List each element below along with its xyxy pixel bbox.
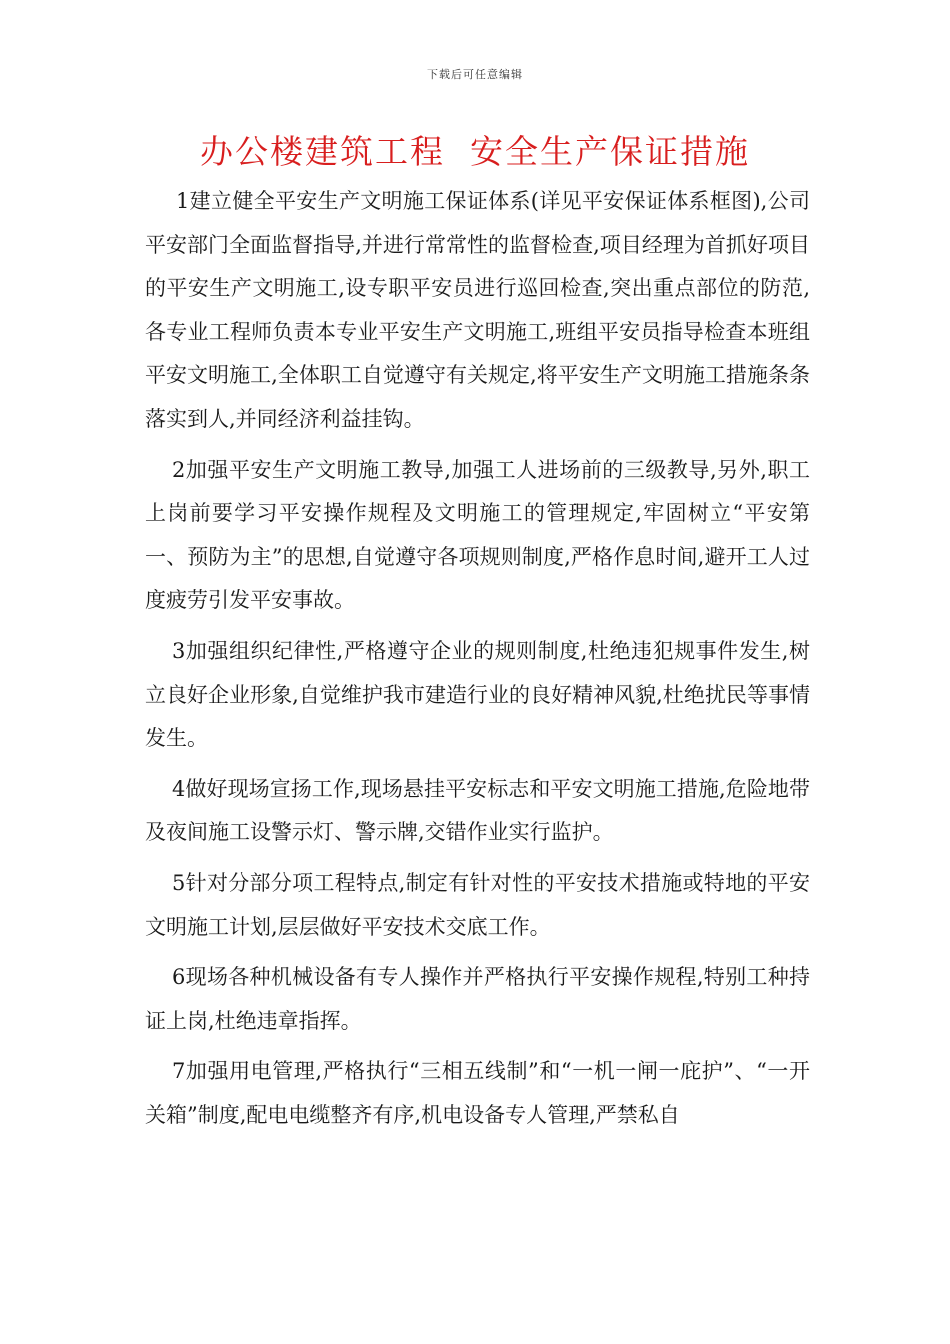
paragraph-3: 3加强组织纪律性,严格遵守企业的规则制度,杜绝违犯规事件发生,树立良好企业形象,自觉维护我市建造行业的良好精神风貌,杜绝扰民等事情发生。 [145,638,810,751]
header-note: 下载后可任意编辑 [427,68,523,81]
paragraph-1: 1建立健全平安生产文明施工保证体系(详见平安保证体系框图),公司平安部门全面监督指导,并进行常常性的监督检查,项目经理为首抓好项目的平安生产文明施工,设专职平安员进行巡回检查,突出重点部位的防范,各专业工程师负责本专业平安生产文明施工,班组平安员指导检查本班组平安文明施工,全体职工自觉遵守有关规定,将平安生产文明施工措施条条落实到人,并同经济利益挂钩。 [145,189,810,431]
paragraph-6: 6现场各种机械设备有专人操作并严格执行平安操作规程,特别工种持证上岗,杜绝违章指挥。 [145,965,810,1033]
paragraph-4: 4做好现场宣扬工作,现场悬挂平安标志和平安文明施工措施,危险地带及夜间施工设警示灯、警示牌,交错作业实行监护。 [145,776,810,845]
paragraph-5: 5针对分部分项工程特点,制定有针对性的平安技术措施或特地的平安文明施工计划,层层做好平安技术交底工作。 [145,870,810,939]
paragraph-7: 7加强用电管理,严格执行“三相五线制”和“一机一闸一庇护”、“一开关箱”制度,配电电缆整齐有序,机电设备专人管理,严禁私自 [145,1059,810,1127]
document-title: 办公楼建筑工程 安全生产保证措施 [200,132,750,171]
paragraph-2: 2加强平安生产文明施工教导,加强工人进场前的三级教导,另外,职工上岗前要学习平安操作规程及文明施工的管理规定,牢固树立“平安第一、预防为主”的思想,自觉遵守各项规则制度,严格作息时间,避开工人过度疲劳引发平安事故。 [145,457,810,613]
document-body [145,180,810,1144]
